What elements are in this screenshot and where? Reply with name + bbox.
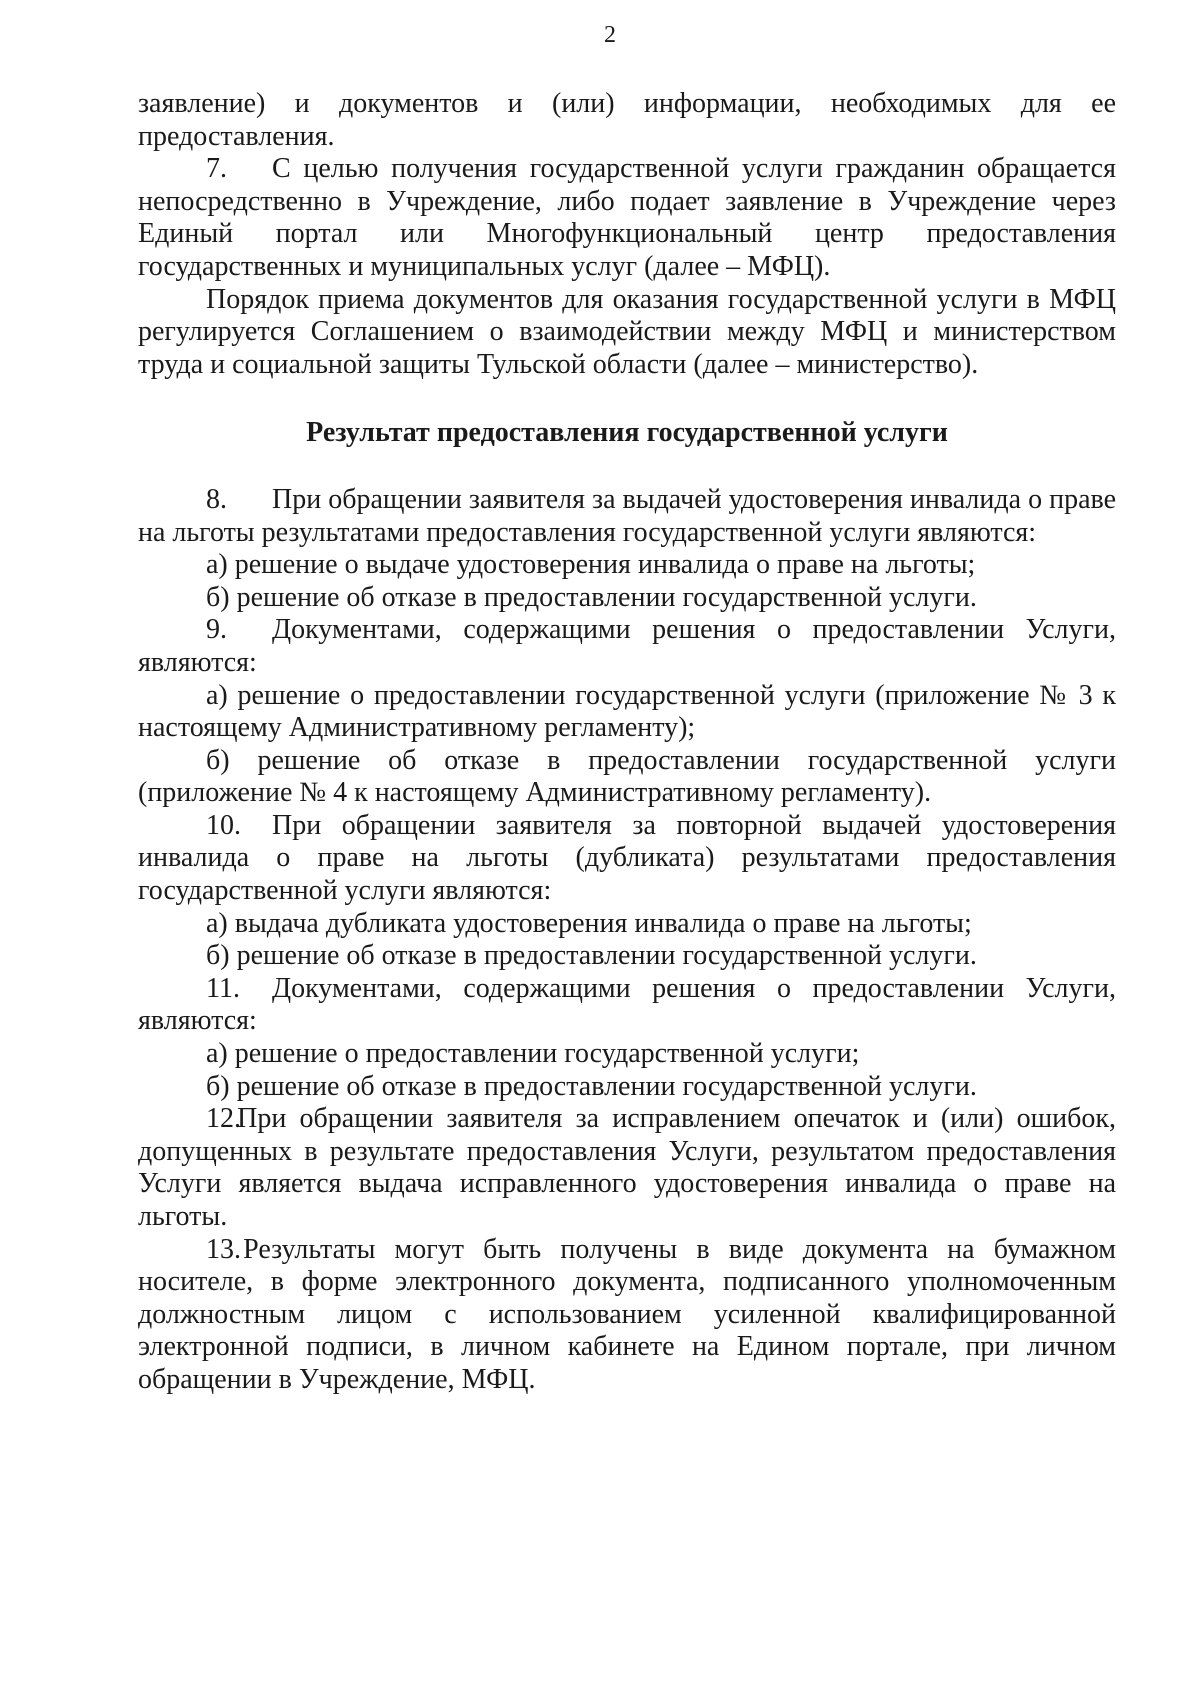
paragraph-number: 12. [206, 1103, 241, 1135]
paragraph-11: 11. Документами, содержащими решения о предоставлении Услуги, являются: [138, 972, 1116, 1037]
paragraph-number: 10. [206, 809, 241, 841]
list-item: а) решение о предоставлении государственной услуги; [206, 1038, 860, 1070]
paragraph-continuation: заявление) и документов и (или) информации, необходимых для ее предоставления. [138, 88, 1116, 152]
list-item: а) решение о предоставлении государственной услуги (приложение № 3 к настоящему Административному регламенту); [138, 679, 1116, 744]
paragraph-number: 7. [206, 153, 227, 185]
list-item: б) решение об отказе в предоставлении государственной услуги. [206, 581, 977, 613]
paragraph-9: 9. Документами, содержащими решения о предоставлении Услуги, являются: [138, 614, 1116, 678]
page-number: 2 [604, 22, 616, 48]
paragraph-10: 10. При обращении заявителя за повторной выдачей удостоверения инвалида о праве на льготы (дубликата) результатами предоставления государственной услуги являются: [138, 809, 1116, 907]
list-item: а) выдача дубликата удостоверения инвалида о праве на льготы; [206, 907, 972, 939]
document-body [138, 88, 1116, 1397]
paragraph-13: 13. Результаты могут быть получены в виде документа на бумажном носителе, в форме электронного документа, подписанного уполномоченным должностным лицом с использованием усиленной квалифицированной электронной подписи, в личном кабинете на Едином портале, при личном обращении в Учреждение, МФЦ. [138, 1233, 1116, 1395]
paragraph-7: 7. С целью получения государственной услуги гражданин обращается непосредственно в Учреждение, либо подает заявление в Учреждение через Единый портал или Многофункциональный центр предоставления государственных и муниципальных услуг (далее – МФЦ). [138, 153, 1116, 282]
list-item: а) решение о выдаче удостоверения инвалида о праве на льготы; [206, 549, 976, 581]
paragraph-number: 13. [206, 1233, 241, 1265]
paragraph-12: 12. При обращении заявителя за исправлением опечаток и (или) ошибок, допущенных в результате предоставления Услуги, результатом предоставления Услуги является выдача исправленного удостоверения инвалида о праве на льготы. [138, 1103, 1117, 1232]
paragraph-8: 8. При обращении заявителя за выдачей удостоверения инвалида о праве на льготы результатами предоставления государственной услуги являются: [138, 483, 1116, 548]
section-heading: Результат предоставления государственной услуги [306, 417, 948, 449]
list-item: б) решение об отказе в предоставлении государственной услуги. [206, 1070, 977, 1102]
paragraph-number: 11. [206, 972, 240, 1004]
list-item: б) решение об отказе в предоставлении государственной услуги (приложение № 4 к настоящему Административному регламенту). [138, 744, 1116, 809]
paragraph-number: 8. [206, 483, 227, 515]
list-item: б) решение об отказе в предоставлении государственной услуги. [206, 940, 977, 972]
paragraph-mfc-procedure: Порядок приема документов для оказания государственной услуги в МФЦ регулируется Соглашением о взаимодействии между МФЦ и министерством труда и социальной защиты Тульской области (далее – министерство). [138, 283, 1116, 380]
paragraph-number: 9. [206, 614, 227, 646]
